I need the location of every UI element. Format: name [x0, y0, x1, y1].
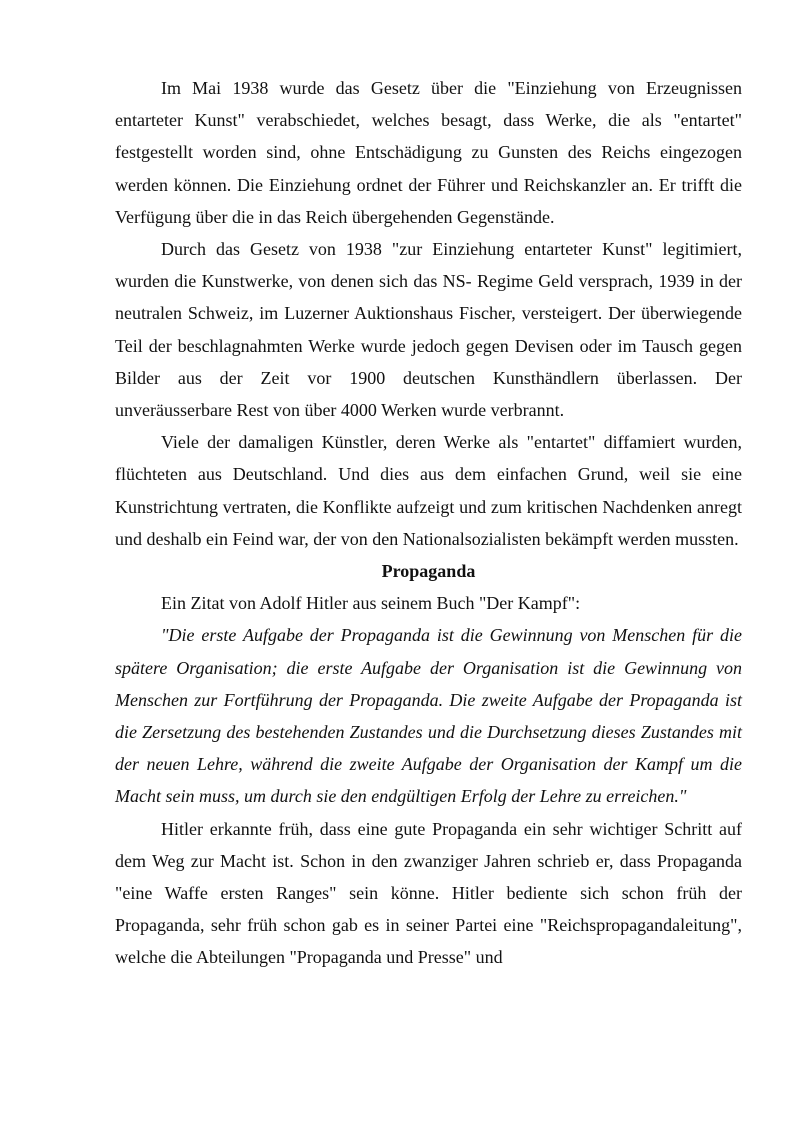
- document-page: [115, 72, 742, 974]
- paragraph-einziehung-gesetz: Im Mai 1938 wurde das Gesetz über die "Einziehung von Erzeugnissen entarteter Kunst" verabschiedet, welches besagt, dass Werke, die als "entartet" festgestellt worden sind, ohne Entschädigung zu Gunsten des Reichs eingezogen werden können. Die Einziehung ordnet der Führer und Reichskanzler an. Er trifft die Verfügung über die in das Reich übergehenden Gegenstände.: [115, 78, 742, 227]
- hitler-quote: "Die erste Aufgabe der Propaganda ist die Gewinnung von Menschen für die spätere Organisation; die erste Aufgabe der Organisation ist die Gewinnung von Menschen zur Fortführung der Propaganda. Die zweite Aufgabe der Propaganda ist die Zersetzung des bestehenden Zustandes und die Durchsetzung dieses Zustandes mit der neuen Lehre, während die zweite Aufgabe der Organisation der Kampf um die Macht sein muss, um durch sie den endgültigen Erfolg der Lehre zu erreichen.": [115, 625, 742, 807]
- paragraph-kuenstler-flucht: Viele der damaligen Künstler, deren Werke als "entartet" diffamiert wurden, flüchteten aus Deutschland. Und dies aus dem einfachen Grund, weil sie eine Kunstrichtung vertraten, die Konflikte aufzeigt und zum kritischen Nachdenken anregt und deshalb ein Feind war, der von den Nationalsozialisten bekämpft werden mussten.: [115, 432, 742, 549]
- quote-intro: Ein Zitat von Adolf Hitler aus seinem Buch "Der Kampf":: [161, 593, 581, 614]
- paragraph-propaganda: Hitler erkannte früh, dass eine gute Propaganda ein sehr wichtiger Schritt auf dem Weg zur Macht ist. Schon in den zwanziger Jahren schrieb er, dass Propaganda "eine Waffe ersten Ranges" sein könne. Hitler bediente sich schon früh der Propaganda, sehr früh schon gab es in seiner Partei eine "Reichspropagandaleitung", welche die Abteilungen "Propaganda und Presse" und: [115, 818, 742, 968]
- section-heading: Propaganda: [381, 561, 476, 582]
- paragraph-versteigerung: Durch das Gesetz von 1938 "zur Einziehung entarteter Kunst" legitimiert, wurden die Kunstwerke, von denen sich das NS- Regime Geld versprach, 1939 in der neutralen Schweiz, im Luzerner Auktionshaus Fischer, versteigert. Der überwiegende Teil der beschlagnahmten Werke wurde jedoch gegen Devisen oder im Tausch gegen Bilder aus der Zeit vor 1900 deutschen Kunsthändlern überlassen. Der unveräusserbare Rest von über 4000 Werken wurde verbrannt.: [115, 239, 742, 421]
